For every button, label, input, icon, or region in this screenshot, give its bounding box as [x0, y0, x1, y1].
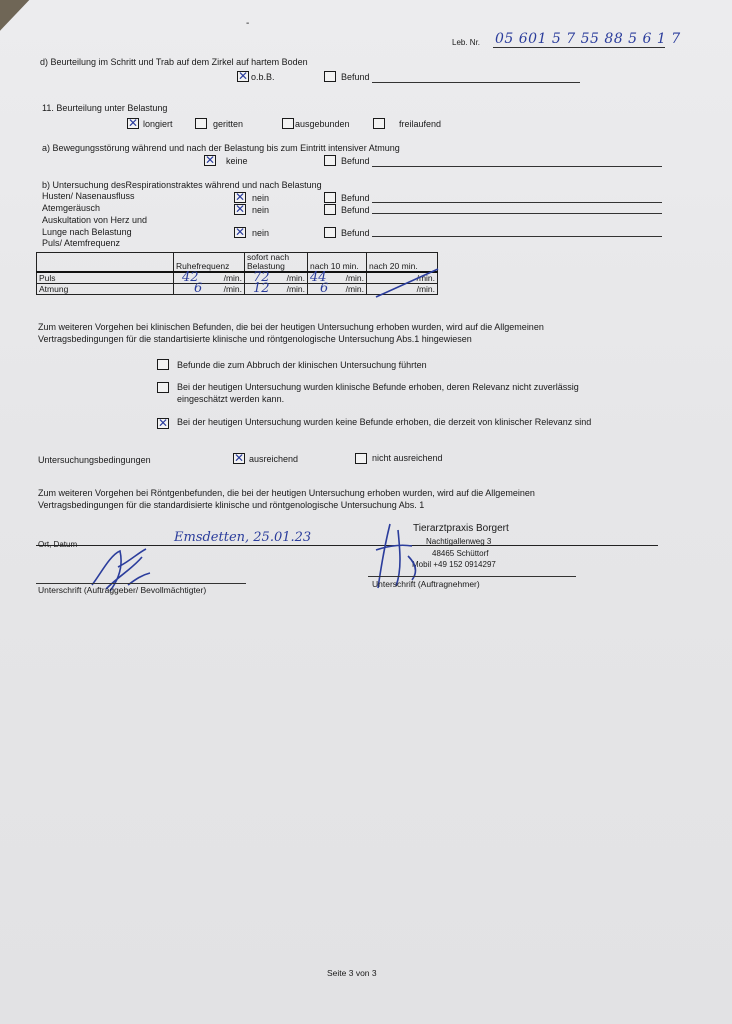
lunge-befund-label: Befund	[341, 228, 370, 238]
vitals-cell	[308, 281, 367, 296]
husten-befund-label: Befund	[341, 193, 370, 203]
clinical-option-1-checkbox[interactable]	[157, 359, 169, 370]
atemgeraeusch-nein-checkbox[interactable]	[234, 204, 246, 215]
atmung-10min-value: 6	[320, 281, 329, 296]
puls-rest-value: 42	[182, 270, 199, 285]
page-dash: -	[246, 18, 250, 29]
page-number: Seite 3 von 3	[327, 968, 377, 978]
vet-sign-label: Unterschrift (Auftragnehmer)	[372, 579, 480, 589]
leb-nr-label: Leb. Nr.	[452, 38, 481, 47]
atemgeraeusch-befund-checkbox[interactable]	[324, 204, 336, 215]
nicht-ausreichend-checkbox[interactable]	[355, 453, 367, 464]
client-sign-line	[36, 583, 246, 584]
keine-label: keine	[226, 156, 248, 166]
strike-20min	[372, 265, 442, 299]
clinical-option-2: Bei der heutigen Untersuchung wurden klinische Befunde erhoben, deren Relevanz nicht zuverlässig eingeschätzt werden kann.	[177, 382, 579, 404]
resp-row-label: Atemgeräusch	[42, 203, 101, 213]
section-d-title: d) Beurteilung im Schritt und Trab auf dem Zirkel auf hartem Boden	[40, 57, 308, 67]
ausgebunden-checkbox[interactable]	[282, 118, 294, 129]
unit-label: /min.	[345, 284, 364, 294]
husten-nein-label: nein	[252, 193, 270, 203]
vitals-cell	[308, 272, 367, 284]
longiert-checkbox[interactable]	[127, 118, 139, 129]
xray-note: Zum weiteren Vorgehen bei Röntgenbefunden, die bei der heutigen Untersuchung erhoben wurden, wird auf die Allgemeinen Vertragsbedingungen für die standardisierte klinische und röntgenologische Untersuchung Abs. 1	[38, 488, 535, 510]
stamp-line-3: 48465 Schüttorf	[432, 549, 489, 558]
section-11-title: 11. Beurteilung unter Belastung	[42, 103, 168, 113]
vitals-cell	[174, 281, 245, 296]
puls-atem-label: Puls/ Atemfrequenz	[42, 238, 121, 248]
unit-label: /min.	[286, 273, 305, 283]
atemgeraeusch-befund-label: Befund	[341, 205, 370, 215]
puls-immediate-value: 72	[253, 270, 270, 285]
keine-checkbox[interactable]	[204, 155, 216, 166]
geritten-label: geritten	[213, 119, 244, 129]
ob-checkbox[interactable]	[237, 71, 249, 82]
clinical-option-3-checkbox[interactable]	[157, 418, 169, 429]
vitals-header-empty	[37, 253, 174, 273]
longiert-label: longiert	[143, 119, 173, 129]
ausreichend-checkbox[interactable]	[233, 453, 245, 464]
vitals-cell	[245, 281, 308, 296]
stamp-line-2: Nachtigallenweg 3	[426, 537, 492, 546]
vitals-header-10min: nach 10 min.	[308, 253, 367, 273]
husten-befund-checkbox[interactable]	[324, 192, 336, 203]
resp-row-label: Husten/ Nasenausfluss	[42, 191, 135, 201]
leb-nr-underline	[493, 47, 665, 48]
clinical-note: Zum weiteren Vorgehen bei klinischen Befunden, die bei der heutigen Untersuchung erhoben wurden, wird auf die Allgemeinen Vertragsbedingungen für die standartisierte klinische und röntgenologische Untersuchung Abs.1 hingewiesen	[38, 322, 544, 344]
unit-label: /min.	[286, 284, 305, 294]
geritten-checkbox[interactable]	[195, 118, 207, 129]
husten-befund-line	[372, 202, 662, 203]
lunge-nein-label: nein	[252, 228, 270, 238]
clinical-option-3: Bei der heutigen Untersuchung wurden keine Befunde erhoben, die derzeit von klinischer Relevanz sind	[177, 417, 592, 427]
atemgeraeusch-befund-line	[372, 213, 662, 214]
resp-row-label: Lunge nach Belastung	[42, 227, 132, 237]
lunge-befund-checkbox[interactable]	[324, 227, 336, 238]
conditions-label: Untersuchungsbedingungen	[38, 455, 151, 465]
befund-a-checkbox[interactable]	[324, 155, 336, 166]
lunge-befund-line	[372, 236, 662, 237]
befund-d-checkbox[interactable]	[324, 71, 336, 82]
vitals-header-20min: nach 20 min.	[367, 253, 438, 273]
ob-label: o.b.B.	[251, 72, 275, 82]
vitals-header-immediate: sofort nach Belastung	[245, 253, 308, 273]
ort-datum-label: Ort, Datum	[38, 540, 78, 549]
atmung-rest-value: 6	[194, 281, 203, 296]
puls-10min-value: 44	[310, 270, 327, 285]
section-a-title: a) Bewegungsstörung während und nach der Belastung bis zum Eintritt intensiver Atmung	[42, 143, 400, 153]
atemgeraeusch-nein-label: nein	[252, 205, 270, 215]
unit-label: /min.	[345, 273, 364, 283]
lunge-nein-checkbox[interactable]	[234, 227, 246, 238]
vitals-header-rest: Ruhefrequenz	[174, 253, 245, 273]
unit-label: /min.	[223, 284, 242, 294]
vet-sign-line	[368, 576, 576, 577]
befund-d-line	[372, 82, 580, 83]
stamp-line-4: Mobil +49 152 0914297	[412, 560, 496, 569]
befund-d-label: Befund	[341, 72, 370, 82]
vitals-cell	[174, 272, 245, 284]
stamp-line-1: Tierarztpraxis Borgert	[413, 523, 509, 534]
unit-label: /min.	[223, 273, 242, 283]
befund-a-label: Befund	[341, 156, 370, 166]
client-sign-label: Unterschrift (Auftraggeber/ Bevollmächtigter)	[38, 585, 207, 595]
freilaufend-checkbox[interactable]	[373, 118, 385, 129]
vitals-row-label: Puls	[37, 272, 174, 284]
ort-datum-value: Emsdetten, 25.01.23	[174, 530, 312, 545]
atmung-immediate-value: 12	[253, 281, 270, 296]
clinical-option-1: Befunde die zum Abbruch der klinischen Untersuchung führten	[177, 360, 427, 370]
leb-nr-value: 05 601 5 7 55 88 5 6 1 7	[495, 31, 681, 47]
resp-row-label: Auskultation von Herz und	[42, 215, 148, 225]
vitals-row-label: Atmung	[37, 284, 174, 295]
nicht-ausreichend-label: nicht ausreichend	[372, 453, 443, 463]
ausreichend-label: ausreichend	[249, 454, 299, 464]
befund-a-line	[372, 166, 662, 167]
unit-label: /min.	[416, 284, 435, 294]
clinical-option-2-checkbox[interactable]	[157, 382, 169, 393]
ausgebunden-label: ausgebunden	[295, 119, 350, 129]
section-b-title: b) Untersuchung desRespirationstraktes während und nach Belastung	[42, 180, 322, 190]
unit-label: /min.	[416, 273, 435, 283]
freilaufend-label: freilaufend	[399, 119, 442, 129]
